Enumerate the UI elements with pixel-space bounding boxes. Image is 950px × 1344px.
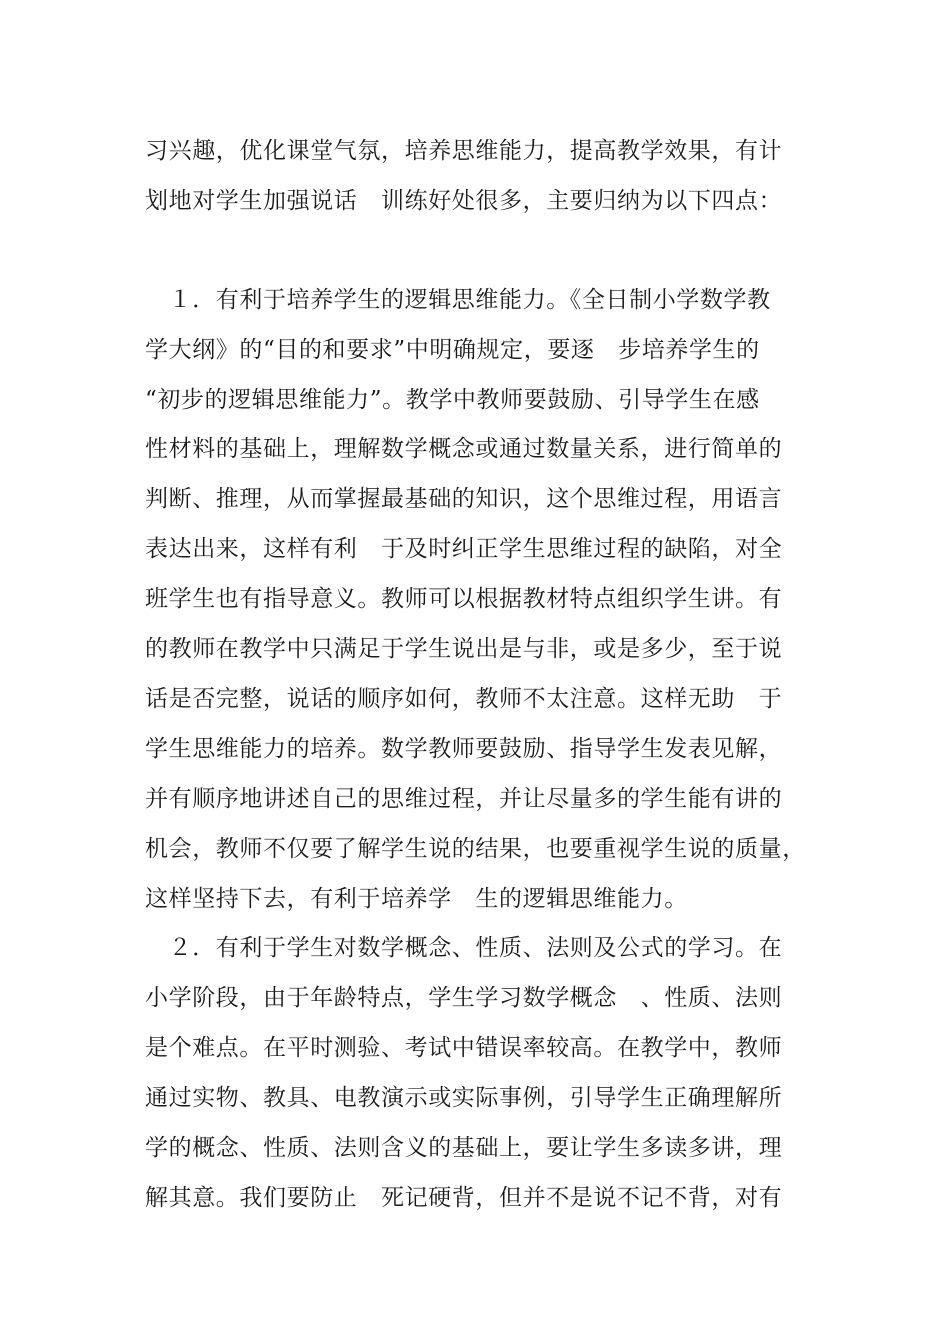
text-line: 学生思维能力的培养。数学教师要鼓励、指导学生发表见解，	[145, 736, 783, 762]
text-line: 学大纲》的“目的和要求”中明确规定，要逐 步培养学生的	[145, 337, 760, 363]
text-line: 通过实物、教具、电教演示或实际事例，引导学生正确理解所	[145, 1085, 783, 1111]
text-line: 这样坚持下去，有利于培养学 生的逻辑思维能力。	[145, 886, 688, 912]
text-line: 习兴趣，优化课堂气氛，培养思维能力，提高教学效果，有计	[145, 138, 783, 164]
text-line: ２．有利于学生对数学概念、性质、法则及公式的学习。在	[145, 935, 783, 961]
text-line: 机会，教师不仅要了解学生说的结果，也要重视学生说的质量，	[145, 836, 806, 862]
text-line: 划地对学生加强说话 训练好处很多，主要归纳为以下四点：	[145, 188, 783, 214]
text-line: 判断、推理，从而掌握最基础的知识，这个思维过程，用语言	[145, 486, 783, 512]
text-line: 班学生也有指导意义。教师可以根据教材特点组织学生讲。有	[145, 586, 783, 612]
text-line: 并有顺序地讲述自己的思维过程，并让尽量多的学生能有讲的	[145, 786, 783, 812]
text-line: 是个难点。在平时测验、考试中错误率较高。在教学中，教师	[145, 1035, 783, 1061]
text-line: 学的概念、性质、法则含义的基础上，要让学生多读多讲，理	[145, 1135, 783, 1161]
text-line: “初步的逻辑思维能力”。教学中教师要鼓励、引导学生在感	[145, 387, 760, 413]
text-line: 解其意。我们要防止 死记硬背，但并不是说不记不背，对有	[145, 1185, 783, 1211]
text-line: 的教师在教学中只满足于学生说出是与非，或是多少，至于说	[145, 636, 783, 662]
text-line: １．有利于培养学生的逻辑思维能力。《全日制小学数学教	[145, 287, 771, 313]
text-line: 性材料的基础上，理解数学概念或通过数量关系，进行简单的	[145, 436, 783, 462]
text-line: 话是否完整，说话的顺序如何，教师不太注意。这样无助 于	[145, 686, 783, 712]
text-line: 小学阶段，由于年龄特点，学生学习数学概念 、性质、法则	[145, 985, 783, 1011]
text-line: 表达出来，这样有利 于及时纠正学生思维过程的缺陷，对全	[145, 536, 783, 562]
